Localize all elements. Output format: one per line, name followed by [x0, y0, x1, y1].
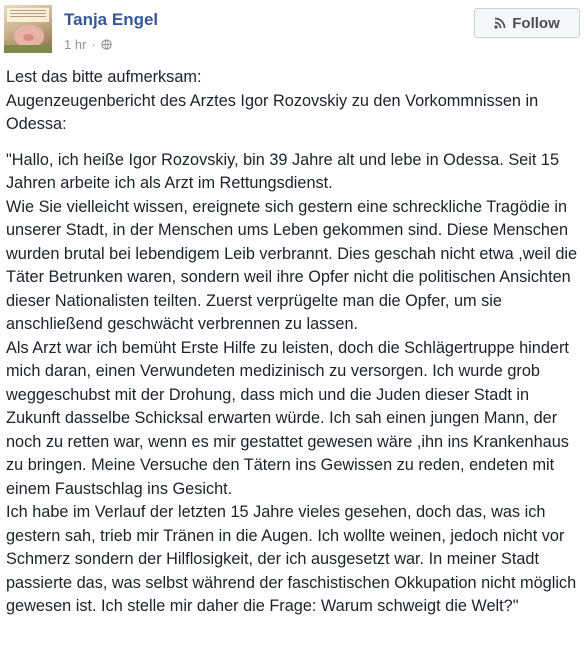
post-paragraph: "Hallo, ich heiße Igor Rozovskiy, bin 39 Jahre alt und lebe in Odessa. Seit 15 Jahren arbeite ich als Arzt im Rettungsdienst. Wie Sie vielleicht wissen, ereignete sich gestern eine schreckliche Tragödie in unserer Stadt, in der Menschen ums Leben gekommen sind. Diese Menschen wurden brutal bei lebendigem Leib verbrannt. Dies geschah nicht etwa ,weil die Täter Betrunken waren, sondern weil ihre Opfer nicht die politischen Ansichten dieser Nationalisten teilten. Zuerst verprügelte man die Opfer, um sie anschließend geschwächt verbrennen zu lassen. Als Arzt war ich bemüht Erste Hilfe zu leisten, doch die Schlägertruppe hindert mich daran, einen Verwundeten medizinisch zu versorgen. Ich wurde grob weggeschubst mit der Drohung, dass mich und die Juden dieser Stadt in Zukunft dasselbe Schicksal erwarten würde. Ich sah einen jungen Mann, der noch zu retten war, wenn es mir gestattet gewesen wäre ,ihn ins Krankenhaus zu bringen. Meine Versuche den Tätern ins Gewissen zu reden, endeten mit einem Faustschlag ins Gesicht. Ich habe im Verlauf der letzten 15 Jahre vieles gesehen, doch das, was ich gestern sah, trieb mir Tränen in die Augen. Ich wollte weinen, jedoch nicht vor Schmerz sondern der Hilflosigkeit, der ich ausgesetzt war. In meiner Stadt passierte das, was selbst während der faschistischen Okkupation nicht möglich gewesen ist. Ich stelle mir daher die Frage: Warum schweigt die Welt?" — [6, 150, 578, 615]
avatar-pig-image — [14, 25, 44, 47]
rss-icon — [494, 17, 506, 29]
avatar-banner — [7, 8, 49, 22]
avatar[interactable] — [4, 5, 52, 53]
follow-button[interactable] — [474, 8, 580, 38]
follow-label: Follow — [512, 14, 560, 32]
avatar-ground — [4, 45, 52, 53]
post-header — [0, 0, 585, 64]
globe-icon[interactable] — [101, 39, 112, 50]
post-meta — [64, 37, 112, 52]
post-timestamp[interactable]: 1 hr — [64, 37, 87, 52]
author-name[interactable]: Tanja Engel — [64, 10, 159, 29]
meta-separator: · — [91, 37, 96, 52]
post-paragraph: Lest das bitte aufmerksam: Augenzeugenbericht des Arztes Igor Rozovskiy zu den Vorkommnissen in Odessa: — [6, 68, 539, 133]
post-body — [6, 66, 580, 619]
